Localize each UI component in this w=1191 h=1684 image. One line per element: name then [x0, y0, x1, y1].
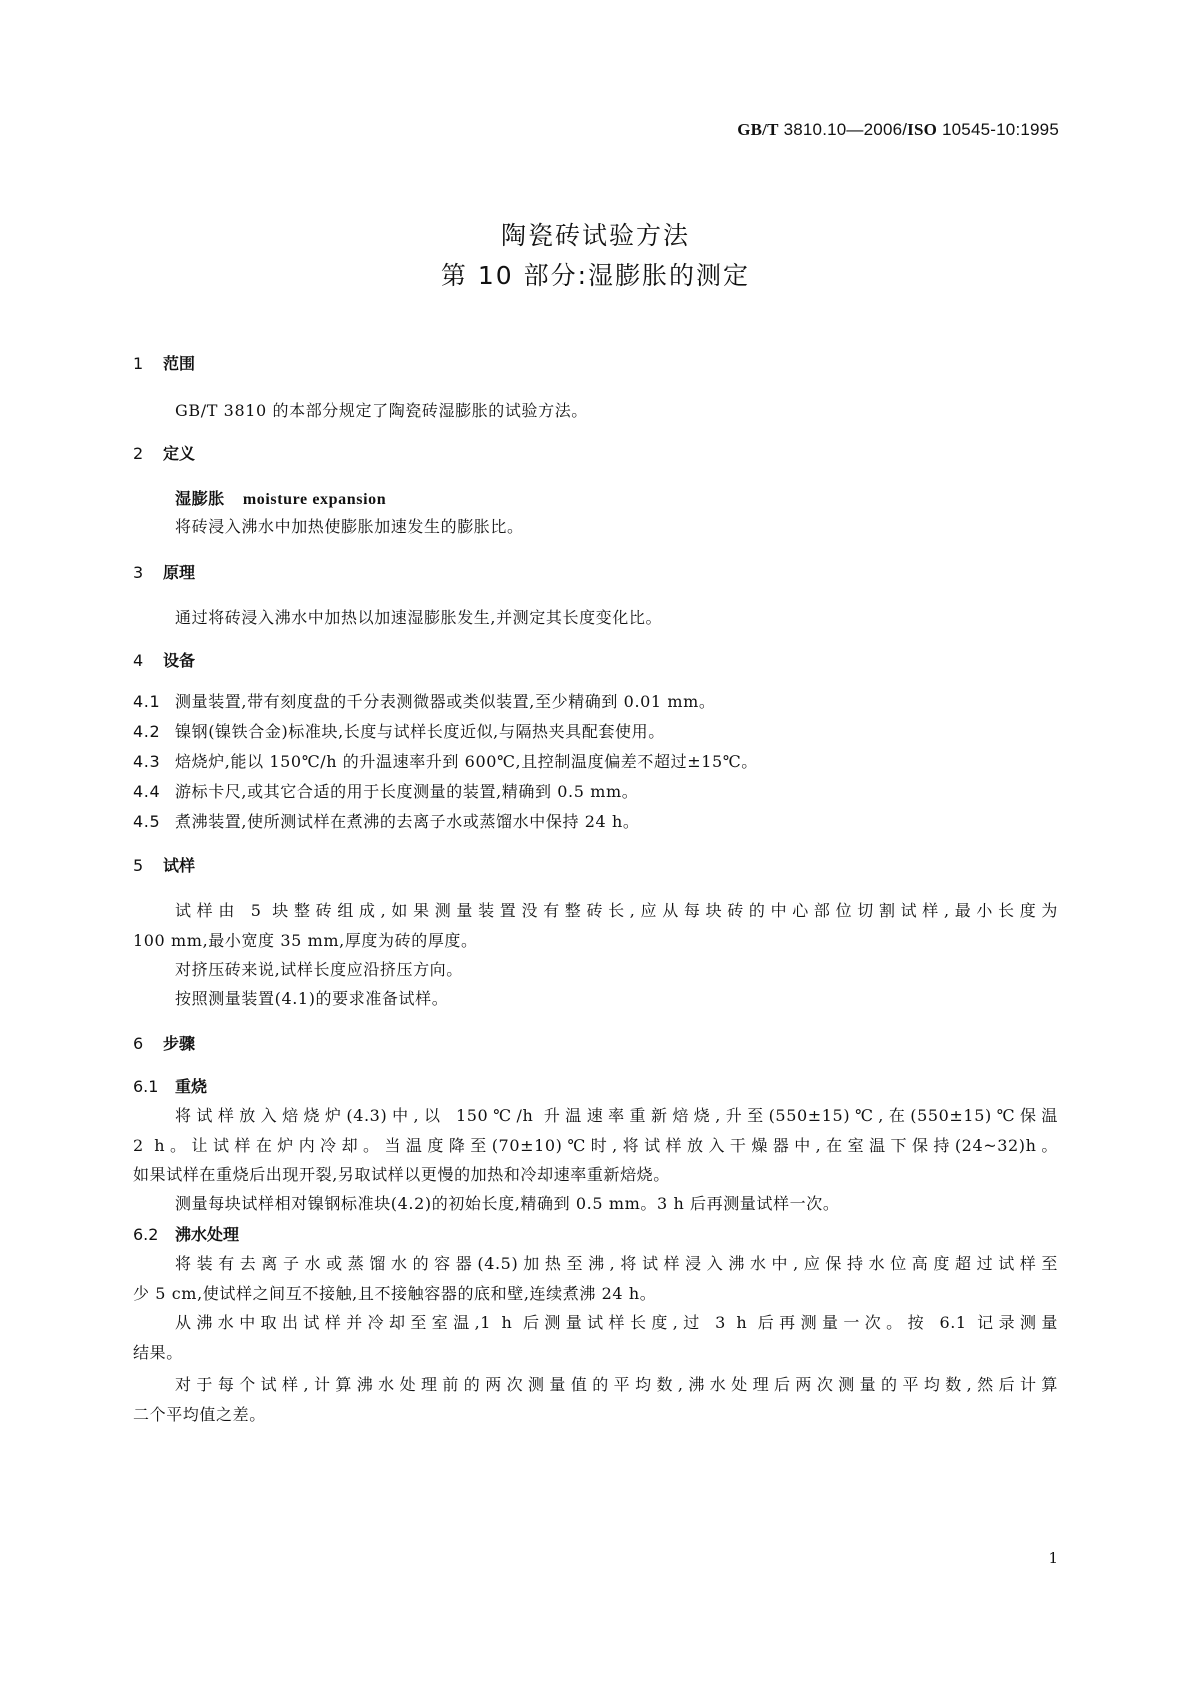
item-text: 煮沸装置,使所测试样在煮沸的去离子水或蒸馏水中保持 24 h。 [175, 812, 640, 831]
section-number: 2 [133, 444, 144, 463]
subsection-title: 重烧 [175, 1077, 208, 1096]
paragraph-line: 试样由 5 块整砖组成,如果测量装置没有整砖长,应从每块砖的中心部位切割试样,最小长度为 [175, 901, 1058, 920]
subsection-heading-6-2 [133, 1222, 239, 1245]
section-number: 6 [133, 1034, 144, 1053]
paragraph-line: 如果试样在重烧后出现开裂,另取试样以更慢的加热和冷却速率重新焙烧。 [133, 1165, 670, 1184]
item-number: 4.5 [133, 812, 161, 831]
section-number: 5 [133, 856, 144, 875]
item-text: 测量装置,带有刻度盘的千分表测微器或类似装置,至少精确到 0.01 mm。 [175, 692, 716, 711]
standard-code-number: 3810.10—2006/ [778, 120, 908, 139]
section-heading-3 [133, 560, 195, 583]
subsection-number: 6.1 [133, 1077, 159, 1096]
paragraph-line: 将装有去离子水或蒸馏水的容器(4.5)加热至沸,将试样浸入沸水中,应保持水位高度超过试样至 [175, 1254, 1058, 1273]
paragraph: 测量每块试样相对镍钢标准块(4.2)的初始长度,精确到 0.5 mm。3 h 后再测量试样一次。 [175, 1194, 840, 1213]
section-title: 原理 [163, 563, 196, 582]
subsection-title: 沸水处理 [175, 1225, 240, 1244]
section-heading-4 [133, 648, 195, 671]
paragraph-line: 从沸水中取出试样并冷却至室温,1 h 后测量试样长度,过 3 h 后再测量一次。按 6.1 记录测量 [175, 1313, 1058, 1332]
standard-code-iso-number: 10545-10:1995 [937, 120, 1059, 139]
paragraph: 对挤压砖来说,试样长度应沿挤压方向。 [175, 960, 463, 979]
paragraph: 通过将砖浸入沸水中加热以加速湿膨胀发生,并测定其长度变化比。 [175, 608, 663, 627]
section-number: 4 [133, 651, 144, 670]
standard-code-prefix: GB/T [737, 120, 779, 139]
subsection-heading-6-1 [133, 1074, 207, 1097]
definition-text: 将砖浸入沸水中加热使膨胀加速发生的膨胀比。 [175, 517, 524, 536]
section-heading-5 [133, 853, 195, 876]
subsection-number: 6.2 [133, 1225, 159, 1244]
list-item-4-1 [133, 689, 716, 712]
definition-term [175, 486, 386, 509]
paragraph: 按照测量装置(4.1)的要求准备试样。 [175, 989, 449, 1008]
section-heading-6 [133, 1031, 195, 1054]
list-item-4-5 [133, 809, 640, 832]
paragraph: GB/T 3810 的本部分规定了陶瓷砖湿膨胀的试验方法。 [175, 401, 588, 420]
section-title: 试样 [163, 856, 196, 875]
list-item-4-4 [133, 779, 638, 802]
list-item-4-3 [133, 749, 758, 772]
standard-code-iso: ISO [907, 120, 938, 139]
item-number: 4.4 [133, 782, 161, 801]
item-number: 4.3 [133, 752, 161, 771]
paragraph-line: 二个平均值之差。 [133, 1405, 266, 1424]
page-number: 1 [1048, 1549, 1058, 1567]
paragraph-line: 将试样放入焙烧炉(4.3)中,以 150℃/h 升温速率重新焙烧,升至(550±15)℃,在(550±15)℃保温 [175, 1106, 1058, 1125]
item-text: 焙烧炉,能以 150℃/h 的升温速率升到 600℃,且控制温度偏差不超过±15℃。 [175, 752, 758, 771]
document-title: 陶瓷砖试验方法 [500, 221, 690, 250]
paragraph-line: 100 mm,最小宽度 35 mm,厚度为砖的厚度。 [133, 931, 478, 950]
document-subtitle: 第 10 部分:湿膨胀的测定 [440, 261, 751, 290]
term-chinese: 湿膨胀 [175, 489, 225, 508]
term-english: moisture expansion [242, 491, 387, 508]
paragraph-line: 结果。 [133, 1343, 183, 1362]
paragraph-line: 对于每个试样,计算沸水处理前的两次测量值的平均数,沸水处理后两次测量的平均数,然后计算 [175, 1375, 1058, 1394]
paragraph-line: 2 h。让试样在炉内冷却。当温度降至(70±10)℃时,将试样放入干燥器中,在室温下保持(24~32)h。 [133, 1136, 1058, 1155]
section-number: 3 [133, 563, 144, 582]
section-title: 步骤 [163, 1034, 196, 1053]
section-title: 定义 [163, 444, 196, 463]
section-heading-1 [133, 351, 195, 374]
item-text: 镍钢(镍铁合金)标准块,长度与试样长度近似,与隔热夹具配套使用。 [175, 722, 665, 741]
paragraph-line: 少 5 cm,使试样之间互不接触,且不接触容器的底和壁,连续煮沸 24 h。 [133, 1284, 657, 1303]
item-text: 游标卡尺,或其它合适的用于长度测量的装置,精确到 0.5 mm。 [175, 782, 639, 801]
standard-code [737, 120, 1059, 140]
list-item-4-2 [133, 719, 665, 742]
section-title: 范围 [163, 354, 196, 373]
item-number: 4.2 [133, 722, 161, 741]
section-title: 设备 [163, 651, 196, 670]
section-number: 1 [133, 354, 144, 373]
section-heading-2 [133, 441, 195, 464]
item-number: 4.1 [133, 692, 161, 711]
